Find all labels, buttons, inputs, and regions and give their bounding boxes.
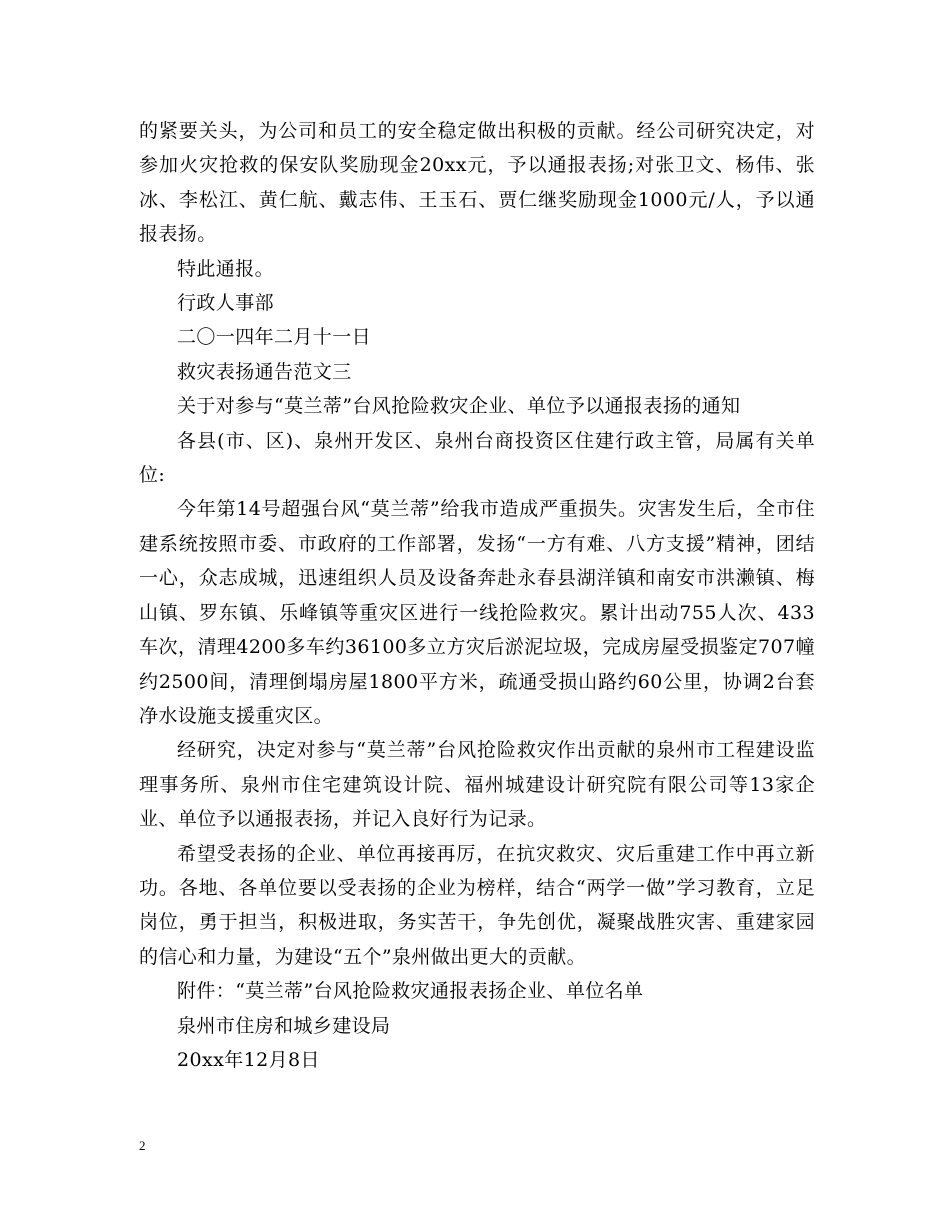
section-title: 救灾表扬通告范文三 [177,360,352,383]
paragraph-issuer: 行政人事部 [177,292,275,315]
page-number: 2 [139,1138,146,1153]
paragraph-award-decision: 的紧要关头，为公司和员工的安全稳定做出积极的贡献。经公司研究决定，对参加火灾抢救的保安队奖励现金20xx元，予以通报表扬;对张卫文、杨伟、张冰、李松江、黄仁航、戴志伟、王玉石、贾仁继奖励现金1000元/人，予以通报表扬。 [139,120,815,246]
paragraph-signatory: 泉州市住房和城乡建设局 [177,1014,391,1037]
notice-recipients: 各县(市、区)、泉州开发区、泉州台商投资区住建行政主管，局属有关单位: [139,429,815,487]
paragraph-commendation: 经研究，决定对参与“莫兰蒂”台风抢险救灾作出贡献的泉州市工程建设监理事务所、泉州市住宅建筑设计院、福州城建设计研究院有限公司等13家企业、单位予以通报表扬，并记入良好行为记录。 [139,739,815,831]
notice-title: 关于对参与“莫兰蒂”台风抢险救灾企业、单位予以通报表扬的通知 [177,395,741,418]
paragraph-disaster-summary: 今年第14号超强台风“莫兰蒂”给我市造成严重损失。灾害发生后，全市住建系统按照市委、市政府的工作部署，发扬“一方有难、八方支援”精神，团结一心，众志成城，迅速组织人员及设备奔赴永春县湖洋镇和南安市洪濑镇、梅山镇、罗东镇、乐峰镇等重灾区进行一线抢险救灾。累计出动755人次、433车次，清理4200多车约36100多立方灾后淤泥垃圾，完成房屋受损鉴定707幢约2500间，清理倒塌房屋1800平方米，疏通受损山路约60公里，协调2台套净水设施支援重灾区。 [139,498,815,727]
paragraph-signature-date: 20xx年12月8日 [177,1048,320,1071]
paragraph-issue-date: 二〇一四年二月十一日 [177,326,372,349]
paragraph-expectations: 希望受表扬的企业、单位再接再厉，在抗灾救灾、灾后重建工作中再立新功。各地、各单位要以受表扬的企业为榜样，结合“两学一做”学习教育，立足岗位，勇于担当，积极进取，务实苦干，争先创优，凝聚战胜灾害、重建家园的信心和力量，为建设“五个”泉州做出更大的贡献。 [139,842,815,968]
document-body [139,114,815,1077]
paragraph-notice-closing: 特此通报。 [177,257,275,280]
paragraph-attachment: 附件：“莫兰蒂”台风抢险救灾通报表扬企业、单位名单 [177,980,644,1003]
